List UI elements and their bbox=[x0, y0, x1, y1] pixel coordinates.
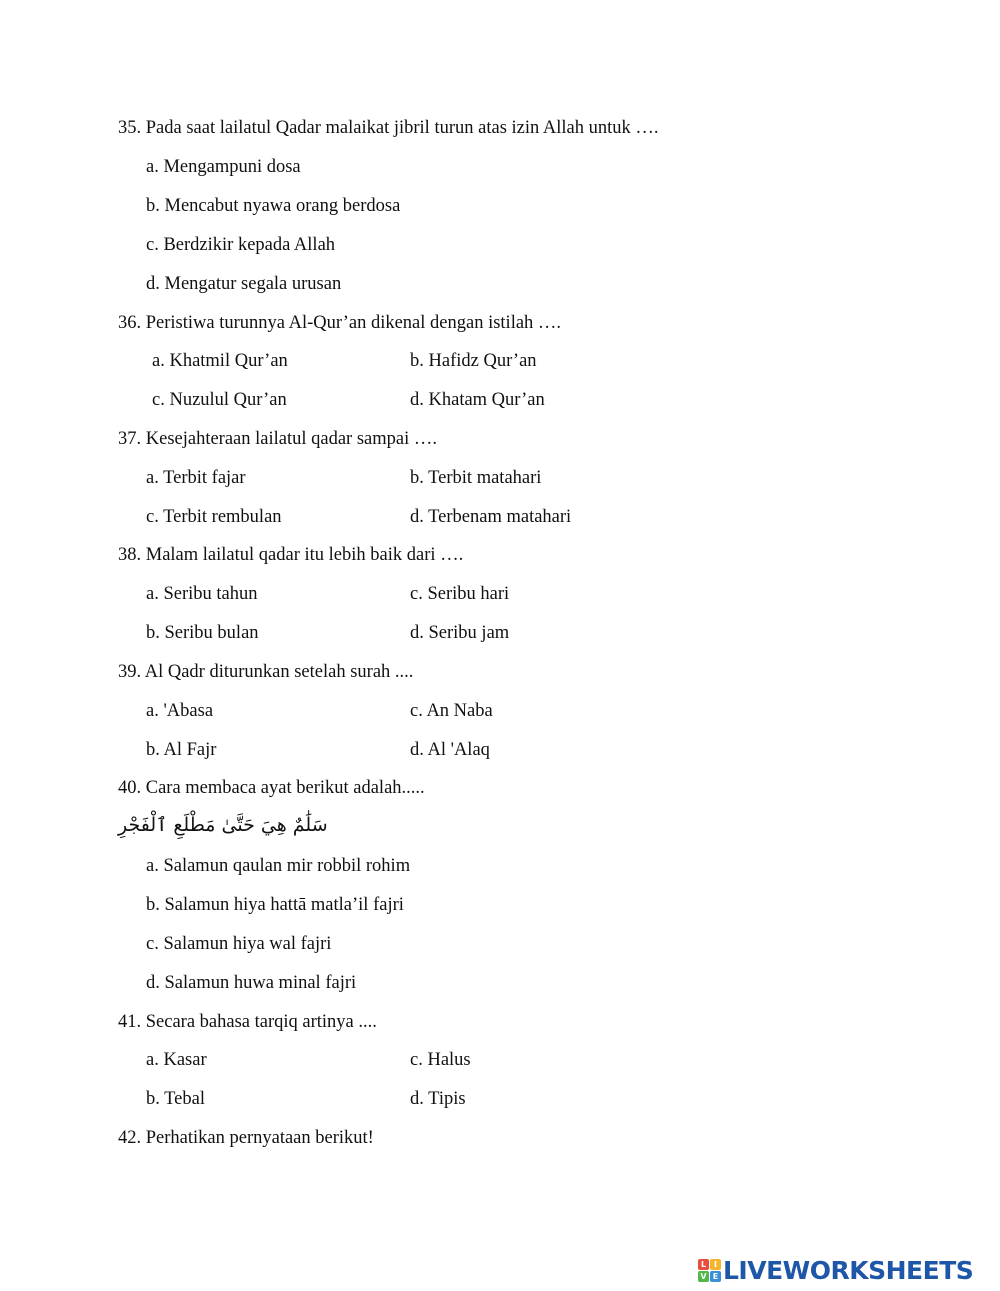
question-42: 42. Perhatikan pernyataan berikut! bbox=[118, 1128, 374, 1148]
brand-name: LIVEWORKSHEETS bbox=[723, 1255, 974, 1285]
q35-option-c[interactable]: c. Berdzikir kepada Allah bbox=[146, 235, 336, 255]
q40-option-a[interactable]: a. Salamun qaulan mir robbil rohim bbox=[146, 856, 411, 876]
q35-option-d[interactable]: d. Mengatur segala urusan bbox=[146, 274, 342, 294]
q39-option-a[interactable]: a. 'Abasa bbox=[146, 701, 214, 721]
q38-option-d[interactable]: d. Seribu jam bbox=[410, 623, 510, 643]
q35-option-b[interactable]: b. Mencabut nyawa orang berdosa bbox=[146, 196, 401, 216]
question-36: 36. Peristiwa turunnya Al-Qur’an dikenal dengan istilah …. bbox=[118, 313, 562, 333]
question-37: 37. Kesejahteraan lailatul qadar sampai …. bbox=[118, 429, 437, 449]
q36-option-d[interactable]: d. Khatam Qur’an bbox=[410, 390, 545, 410]
logo-letter-l: L bbox=[698, 1259, 709, 1270]
q37-option-a[interactable]: a. Terbit fajar bbox=[146, 468, 246, 488]
logo-letter-v: V bbox=[698, 1271, 709, 1282]
q41-option-b[interactable]: b. Tebal bbox=[146, 1089, 205, 1109]
q37-option-c[interactable]: c. Terbit rembulan bbox=[146, 507, 282, 527]
liveworksheets-logo bbox=[698, 1256, 973, 1284]
question-39: 39. Al Qadr diturunkan setelah surah .... bbox=[118, 662, 414, 682]
q37-option-b[interactable]: b. Terbit matahari bbox=[410, 468, 542, 488]
q39-option-d[interactable]: d. Al 'Alaq bbox=[410, 740, 490, 760]
q40-option-d[interactable]: d. Salamun huwa minal fajri bbox=[146, 973, 357, 993]
q38-option-a[interactable]: a. Seribu tahun bbox=[146, 584, 258, 604]
q35-option-a[interactable]: a. Mengampuni dosa bbox=[146, 157, 301, 177]
q41-option-a[interactable]: a. Kasar bbox=[146, 1050, 207, 1070]
q39-option-c[interactable]: c. An Naba bbox=[410, 701, 493, 721]
logo-letter-e: E bbox=[710, 1271, 721, 1282]
question-35: 35. Pada saat lailatul Qadar malaikat jibril turun atas izin Allah untuk …. bbox=[118, 118, 659, 138]
q38-option-c[interactable]: c. Seribu hari bbox=[410, 584, 510, 604]
q36-option-a[interactable]: a. Khatmil Qur’an bbox=[152, 351, 288, 371]
q39-option-b[interactable]: b. Al Fajr bbox=[146, 740, 217, 760]
logo-letter-i: I bbox=[710, 1259, 721, 1270]
question-40: 40. Cara membaca ayat berikut adalah..... bbox=[118, 778, 425, 798]
q41-option-c[interactable]: c. Halus bbox=[410, 1050, 471, 1070]
arabic-verse: سَلَٰمٌ هِيَ حَتَّىٰ مَطْلَعِ ٱلْفَجْرِ bbox=[118, 814, 328, 836]
q36-option-b[interactable]: b. Hafidz Qur’an bbox=[410, 351, 537, 371]
question-38: 38. Malam lailatul qadar itu lebih baik dari …. bbox=[118, 545, 464, 565]
logo-grid-icon bbox=[698, 1259, 721, 1282]
q40-option-b[interactable]: b. Salamun hiya hattā matla’il fajri bbox=[146, 895, 404, 915]
q36-option-c[interactable]: c. Nuzulul Qur’an bbox=[152, 390, 287, 410]
q41-option-d[interactable]: d. Tipis bbox=[410, 1089, 466, 1109]
q38-option-b[interactable]: b. Seribu bulan bbox=[146, 623, 259, 643]
question-41: 41. Secara bahasa tarqiq artinya .... bbox=[118, 1012, 377, 1032]
q37-option-d[interactable]: d. Terbenam matahari bbox=[410, 507, 572, 527]
q40-option-c[interactable]: c. Salamun hiya wal fajri bbox=[146, 934, 332, 954]
